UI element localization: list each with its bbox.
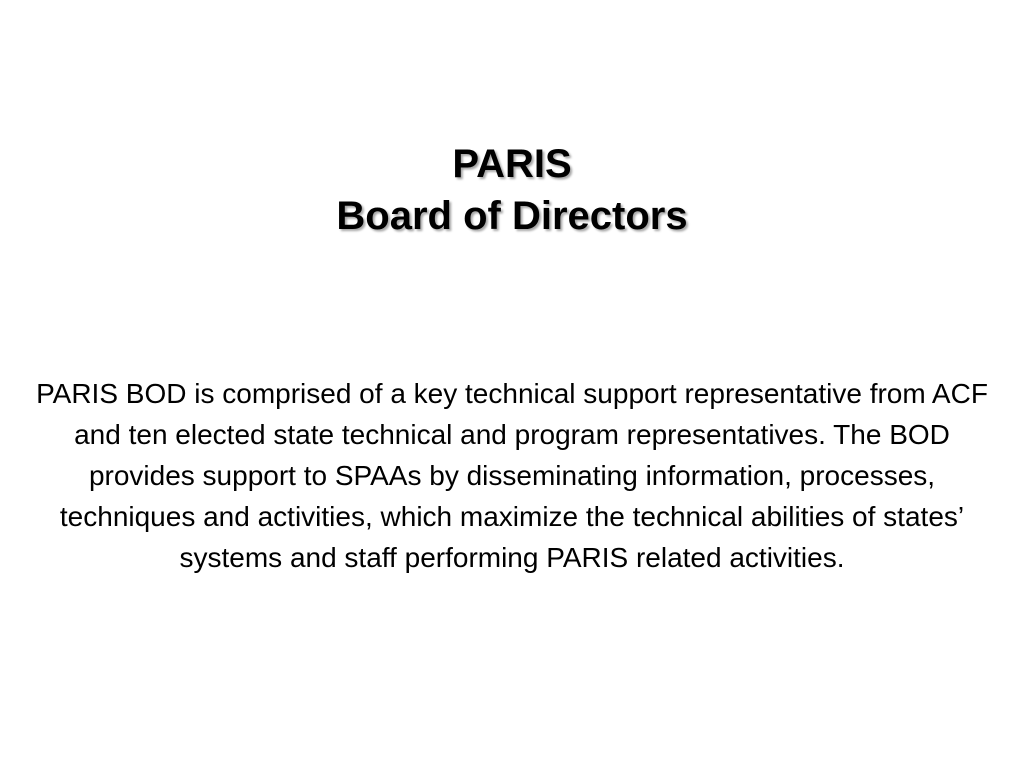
- title-line-1: PARIS: [452, 142, 572, 186]
- title-line-2: Board of Directors: [336, 194, 688, 238]
- slide-title: [0, 138, 1024, 242]
- body-paragraph: PARIS BOD is comprised of a key technical support representative from ACF and ten elected state technical and program representatives. The BOD provides support to SPAAs by disseminating information, processes, techniques and activities, which maximize the technical abilities of states’ systems and staff performing PARIS related activities.: [36, 378, 988, 573]
